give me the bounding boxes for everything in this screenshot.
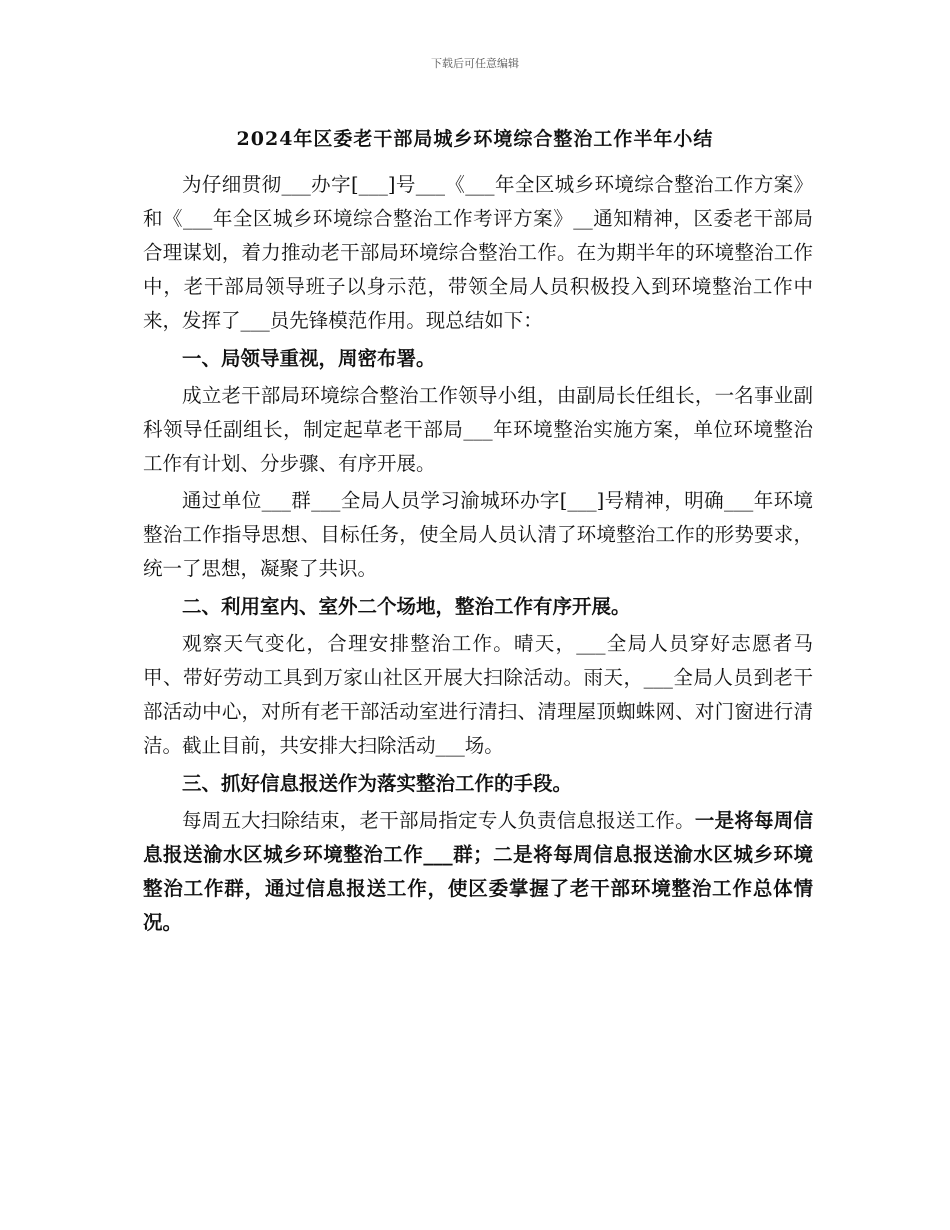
section-2-paragraph: 观察天气变化，合理安排整治工作。晴天，___全局人员穿好志愿者马甲、带好劳动工具到万家山社区开展大扫除活动。雨天，___全局人员到老干部活动中心，对所有老干部活动室进行清扫、清理屋顶蜘蛛网、对门窗进行清洁。截止目前，共安排大扫除活动___场。	[143, 632, 813, 757]
document-title: 2024年区委老干部局城乡环境综合整治工作半年小结	[236, 128, 714, 150]
section-1-paragraph-b: 通过单位___群___全局人员学习渝城环办字[___]号精神，明确___年环境整治工作指导思想、目标任务，使全局人员认清了环境整治工作的形势要求，统一了思想，凝聚了共识。	[143, 489, 813, 580]
section-1-paragraph-a: 成立老干部局环境综合整治工作领导小组，由副局长任组长，一名事业副科领导任副组长，制定起草老干部局___年环境整治实施方案，单位环境整治工作有计划、分步骤、有序开展。	[143, 384, 813, 475]
section-3-plain-text: 每周五大扫除结束，老干部局指定专人负责信息报送工作。	[182, 809, 695, 832]
section-heading-3: 三、抓好信息报送作为落实整治工作的手段。	[182, 772, 573, 795]
section-heading-2: 二、利用室内、室外二个场地，整治工作有序开展。	[182, 595, 631, 618]
section-3-bold-text: 一是将每周信息报送渝水区城乡环境整治工作___群；二是将每周信息报送渝水区城乡环境整治工作群，通过信息报送工作，使区委掌握了老干部环境整治工作总体情况。	[143, 809, 813, 934]
section-3-paragraph	[143, 804, 813, 940]
intro-paragraph: 为仔细贯彻___办字[___]号___《___年全区城乡环境综合整治工作方案》和《___年全区城乡环境综合整治工作考评方案》__通知精神，区委老干部局合理谋划，着力推动老干部局环境综合整治工作。在为期半年的环境整治工作中，老干部局领导班子以身示范，带领全局人员积极投入到环境整治工作中来，发挥了___员先锋模范作用。现总结如下：	[143, 173, 813, 332]
section-heading-1: 一、局领导重视，周密布署。	[182, 347, 436, 370]
document-body	[143, 168, 813, 940]
header-note: 下载后可任意编辑	[431, 57, 519, 70]
